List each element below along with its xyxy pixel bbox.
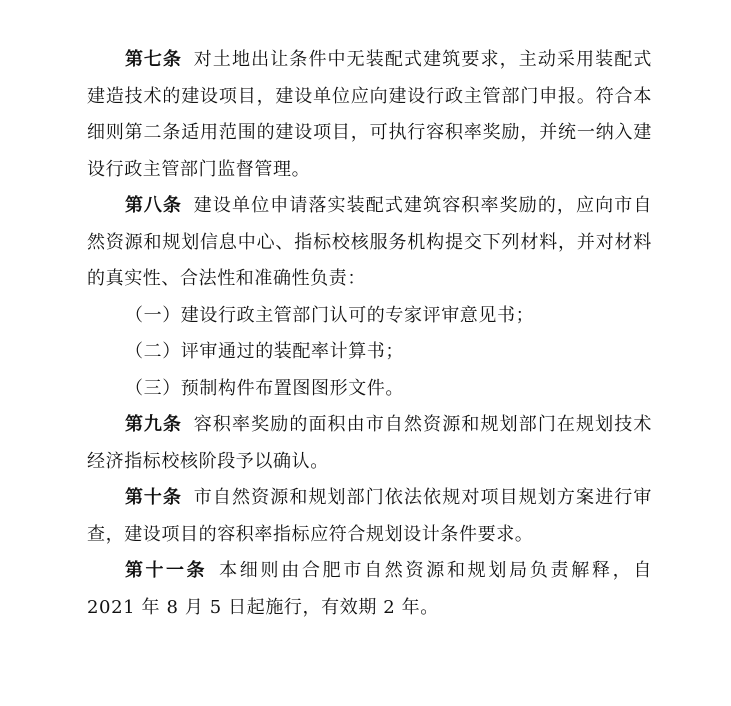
article-9-body: 容积率奖励的面积由市自然资源和规划部门在规划技术经济指标校核阶段予以确认。 bbox=[87, 414, 652, 472]
article-7-heading: 第七条 bbox=[125, 49, 182, 70]
article-8-item-2: （二）评审通过的装配率计算书； bbox=[125, 341, 404, 362]
article-8-body: 建设单位申请落实装配式建筑容积率奖励的，应向市自然资源和规划信息中心、指标校核服务机构提交下列材料，并对材料的真实性、合法性和准确性负责： bbox=[87, 195, 652, 289]
document-page bbox=[87, 42, 652, 626]
article-11 bbox=[87, 553, 652, 626]
article-8 bbox=[87, 188, 652, 298]
article-8-item-1: （一）建设行政主管部门认可的专家评审意见书； bbox=[125, 304, 535, 326]
article-9-heading: 第九条 bbox=[125, 414, 182, 435]
article-8-heading: 第八条 bbox=[125, 195, 182, 216]
article-7 bbox=[87, 42, 652, 188]
article-9 bbox=[87, 407, 652, 480]
article-7-body: 对土地出让条件中无装配式建筑要求，主动采用装配式建造技术的建设项目，建设单位应向建设行政主管部门申报。符合本细则第二条适用范围的建设项目，可执行容积率奖励，并统一纳入建设行政主管部门监督管理。 bbox=[87, 49, 652, 180]
article-10 bbox=[87, 480, 652, 553]
article-8-item-3: （三）预制构件布置图图形文件。 bbox=[125, 377, 404, 399]
article-11-heading: 第十一条 bbox=[125, 560, 208, 581]
article-10-body: 市自然资源和规划部门依法依规对项目规划方案进行审查，建设项目的容积率指标应符合规划设计条件要求。 bbox=[87, 487, 652, 545]
article-11-body: 本细则由合肥市自然资源和规划局负责解释，自 2021 年 8 月 5 日起施行，有效期 2 年。 bbox=[87, 560, 652, 618]
article-10-heading: 第十条 bbox=[125, 487, 182, 508]
